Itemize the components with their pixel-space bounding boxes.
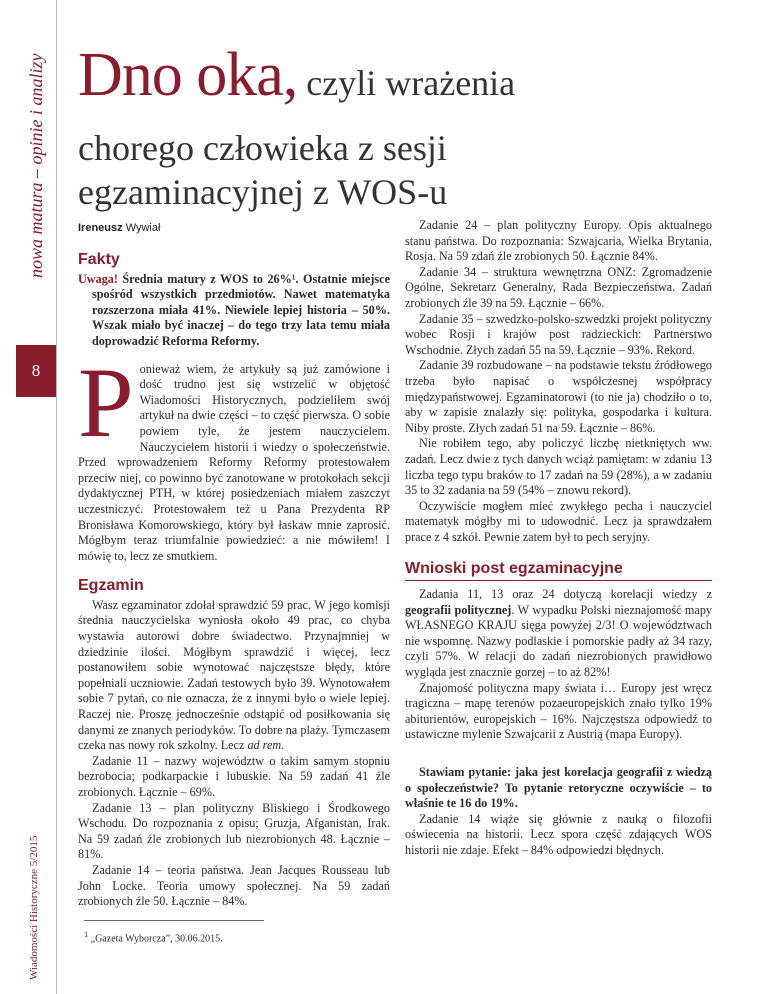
right-p4: Zadanie 39 rozbudowane – na podstawie tekstu źródłowego trzeba było napisać o współczesnej współpracy międzypaństwowej. Egzaminatorowi (to nie ja) chodziło o to, aby w zapisie znalazły się: polityka, gospodarka i kultura. Niby proste. Złych zadań 51 na 59. Łącznie – 86%. [405,358,712,435]
title-small: czyli wrażenia [297,63,516,103]
egzamin-p4: Zadanie 14 – teoria państwa. Jean Jacques Rousseau lub John Locke. Teoria umowy społecznej. Na 59 zadań zrobionych źle 50. Łącznie – 84%. [78,862,390,909]
page-number: 8 [16,345,56,397]
right-p2: Zadanie 34 – struktura wewnętrzna ONZ: Zgromadzenie Ogólne, Sekretarz Generalny, Rada Bezpieczeństwa. Zadań zrobionych źle 39 na 59. Łącznie – 66%. [405,264,712,310]
journal-label: Wiadomości Historyczne 5/2015 [28,835,40,980]
title-big: Dno oka, [78,41,298,109]
title-line-2: chorego człowieka z sesji [78,128,447,168]
intro [78,346,390,565]
drop-cap: P [78,346,134,458]
wnioski-p2: Znajomość polityczna mapy świata i… Europy jest wręcz tragiczna – mapę terenów pozaeuropejskich znało tylko 19% abiturientów, europejskich – 16%. Najczęstsza odpowiedź to ustawiczne mylenie Szwajcarii z Austrią (mapa Europy). [405,680,712,742]
title-line-3: egzaminacyjnej z WOS-u [78,172,448,212]
left-column [78,246,390,947]
author-last: Wywiał [122,222,161,234]
wnioski-heading: Wnioski post egzaminacyjne [405,561,712,581]
wnioski-p1 [405,587,712,681]
egzamin-p2: Zadanie 11 – nazwy województw o takim samym stopniu bezrobocia; podkarpackie i lubuskie. Na 59 zadań 41 źle zrobionych. Łącznie – 69%. [78,753,390,799]
footnote [78,927,390,947]
egzamin-p3: Zadanie 13 – plan polityczny Bliskiego i Środkowego Wschodu. Do rozpoznania z opisu; Gruzja, Afganistan, Irak. Na 59 zadań źle zrobionych lub niezrobionych 48. Łącznie – 81%. [78,800,390,862]
footnote-rule [84,920,264,921]
fakty-heading: Fakty [78,251,120,268]
uwaga-label: Uwaga! [78,271,118,286]
article-title [78,40,515,214]
author-first: Ireneusz [78,222,123,234]
fakty-text [78,272,390,350]
section-label: nowa matura – opinie i analizy [26,53,46,278]
egzamin-p1 [78,598,390,754]
footnote-text: „Gazeta Wyborcza”, 30.06.2015. [90,933,223,945]
right-p3: Zadanie 35 – szwedzko-polsko-szwedzki projekt polityczny wobec Rosji i krajów post radzieckich: Partnerstwo Wschodnie. Złych zadań 55 na 59. Łącznie – 93%. Rekord. [405,311,712,357]
author [78,222,160,234]
egzamin-p1-em: ad rem. [247,738,285,753]
fakty-body: Średnia matury z WOS to 26%¹. Ostatnie miejsce spośród wszystkich przedmiotów. Nawet matematyka rozszerzona miała 41%. Niewiele lepiej historia – 50%. Wszak miało być inaczej – do tego trzy lata temu miała doprowadzić Reforma Reformy. [92,271,390,348]
egzamin-heading: Egzamin [78,577,144,595]
wnioski-p1c: . W wypadku Polski nieznajomość mapy WŁASNEGO KRAJU sięga powyżej 2/3! O województwach nie wspomnę. Nazwy podlaskie i pomorskie padły aż 34 razy, czyli 57%. W relacji do zadań niezrobionych prawidłowo wygląda jest znacznie gorzej – to aż 82%! [405,602,713,680]
intro-text: onieważ wiem, że artykuły są już zamówione i dość trudno jest się wstrzelić w objętość Wiadomości Historycznych, podzieliłem swój artykuł na dwie części – to część pierwsza. O sobie powiem tyle, że jestem nauczycielem. Nauczycielem historii i wiedzy o społeczeństwie. Przed wprowadzeniem Reformy Reformy protestowałem przeciw niej, co powinno być zanotowane w protokołach sekcji dydaktycznej PTH, w której posiedzeniach miałem zaszczyt uczestniczyć. Protestowałem też u Pana Prezydenta RP Bronisława Komorowskiego, który był łaskaw mnie zaprosić. Mógłbym teraz triumfalnie powiedzieć: a nie mówiłem! I mówię to, lecz ze smutkiem. [78,361,390,563]
sidebar-rule [56,0,57,994]
wnioski-p1a: Zadania 11, 13 oraz 24 dotyczą korelacji wiedzy z [419,587,712,602]
footnote-mark: 1 [84,929,89,939]
wnioski-p3: Zadanie 14 wiąże się głównie z nauką o filozofii oświecenia na historii. Lecz spora część zdających WOS historii nie zdaje. Efekt – 84% odpowiedzi błędnych. [405,811,712,857]
right-p5: Nie robiłem tego, aby policzyć liczbę nietkniętych ww. zadań. Lecz dwie z tych danych wciąż pamiętam: w zdaniu 13 liczba tego typu braków to 17 zadań na 59 (28%), a w zadaniu 35 to 32 zadania na 59 (54% – znowu rekord). [405,436,712,498]
right-p1: Zadanie 24 – plan polityczny Europy. Opis aktualnego stanu państwa. Do rozpoznania: Szwajcaria, Wielka Brytania, Rosja. Na 59 zdań źle zrobionych 50. Łącznie 84%. [405,218,712,264]
right-p6: Oczywiście mogłem mieć zwykłego pecha i nauczyciel matematyk mógłby mi to udowodnić. Lecz ja sprawdzałem prace z 4 szkół. Pewnie zatem był to pech seryjny. [405,498,712,544]
wnioski-question: Stawiam pytanie: jaka jest korelacja geografii z wiedzą o społeczeństwie? To pytanie retoryczne oczywiście – to właśnie te 16 do 19%. [405,765,712,811]
egzamin-p1-text: Wasz egzaminator zdołał sprawdzić 59 prac. W jego komisji średnia nauczycielska wyniosła około 49 prac, co chyba wystawia autorowi dobre świadectwo. Przynajmniej w dziedzinie ilości. Mógłbym sprawdzić i więcej, lecz postanowiłem sobie wynotować najczęstsze błędy, które popełniali uczniowie. Zadań testowych było 39. Wynotowałem sobie 7 pytań, co nie oznacza, że z innymi było o wiele lepiej. Raczej nie. Proszę jednocześnie odstąpić od posiłkowania się danymi ze znanych periodyków. To dobre na plaży. Tymczasem czeka nas nowy rok szkolny. Lecz [78,597,390,753]
wnioski-p1b: geografii politycznej [405,602,512,617]
right-column [405,218,712,859]
